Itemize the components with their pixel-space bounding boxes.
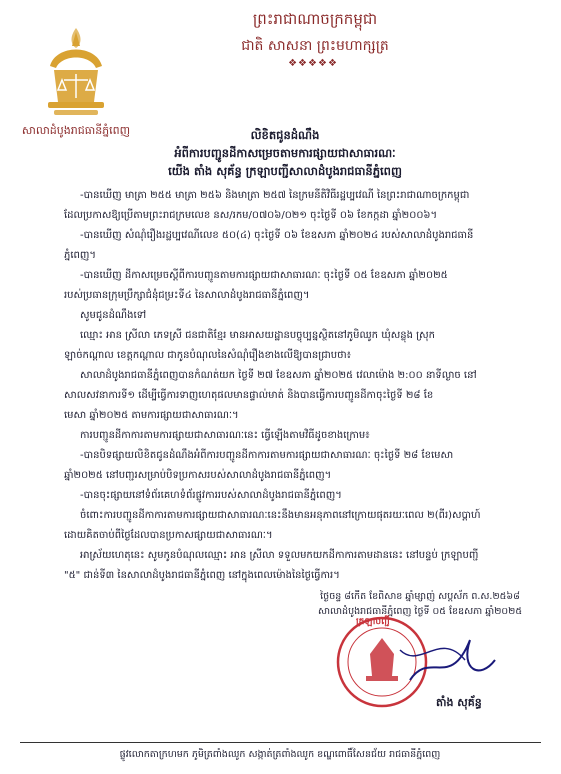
- body-line: ឡាច់កណ្តាល ខេត្តកណ្តាល ជាកូនបំណុលនៃសំណុំរឿងខាងលើឱ្យបានជ្រាបថា៖: [64, 350, 352, 361]
- body-line: មេសា ឆ្នាំ២០២៥ តាមការផ្សាយជាសាធារណៈ។: [64, 410, 239, 421]
- motto-heading: ជាតិ សាសនា ព្រះមហាក្សត្រ: [241, 38, 389, 54]
- body-line: "៥" ជាន់ទី៣ នៃសាលាដំបូងរាជធានីភ្នំពេញ នៅក្នុងពេលម៉ោងនៃថ្ងៃធ្វើការ។: [64, 570, 340, 581]
- document-body: [64, 186, 524, 586]
- body-line: ចំពោះការបញ្ជូនដីកាការតាមការផ្សាយជាសាធារណៈនេះនឹងមានអនុភាពនៅក្រោយផុតរយៈពេល ២(ពីរ)សប្តាហ៍: [80, 510, 481, 521]
- footer-address: ផ្លូវលោកតាក្រហមក ភូមិត្រពាំងឈូក សង្កាត់ត្រពាំងឈូក ខណ្ឌពោធិ៍សែនជ័យ រាជធានីភ្នំពេញ: [119, 749, 441, 760]
- court-name: សាលាដំបូងរាជធានីភ្នំពេញ: [21, 124, 131, 137]
- body-line: ឈ្មោះ អាន ស្រីលា ភេទស្រី ជនជាតិខ្មែរ មានអាសយដ្ឋានបច្ចុប្បន្នស្ថិតនៅភូមិឈូក ឃុំសន្លុង ស្រុក: [80, 330, 435, 341]
- kingdom-heading: ព្រះរាជាណាចក្រកម្ពុជា: [252, 10, 378, 28]
- body-line: ភ្នំពេញ។: [64, 250, 96, 261]
- body-line: -បានឃើញ មាត្រា ២៥៥ មាត្រា ២៥៦ និងមាត្រា ២៥៧ នៃក្រមនីតិវិធីរដ្ឋប្បវេណី នៃព្រះរាជាណាចក្រកម្ពុជា: [80, 190, 470, 201]
- body-line: ដែលប្រកាសឱ្យប្រើតាមព្រះរាជក្រមលេខ នស/រកម/០៧០៦/០២១ ចុះថ្ងៃទី ០៦ ខែកក្កដា ឆ្នាំ២០០៦។: [64, 210, 438, 221]
- court-stamp-icon: [300, 610, 500, 710]
- issuer-line: យើង តាំង សុគ័ន្ធ ក្រឡាបញ្ជីសាលាដំបូងរាជធានីភ្នំពេញ: [168, 164, 402, 178]
- body-line: ការបញ្ជូនដីកាការតាមការផ្សាយជាសាធារណៈនេះ ធ្វើឡើងតាមវិធីដូចខាងក្រោម៖: [80, 430, 370, 441]
- body-line: សាលសវនាការទី១ ដើម្បីធ្វើការទាញហេតុផលមានផ្ទាល់មាត់ និងបានធ្វើការបញ្ជូនដីកាចុះថ្ងៃទី ២៨ ខែ: [64, 390, 434, 401]
- footer-divider: [20, 742, 541, 743]
- body-line: -បានឃើញ ដីកាសម្រេចស្តីពីការបញ្ជូនតាមការផ្សាយជាសាធារណៈ ចុះថ្ងៃទី ០៥ ខែឧសភា ឆ្នាំ២០២៥: [80, 270, 448, 281]
- document-title: លិខិតជូនដំណឹង: [250, 128, 320, 142]
- body-line: សាលាដំបូងរាជធានីភ្នំពេញបានកំណត់យក ថ្ងៃទី ២៧ ខែឧសភា ឆ្នាំ២០២៥ វេលាម៉ោង ២:០០ នាទីល្ងាច នៅ: [80, 370, 477, 381]
- body-line: ដោយគិតចាប់ពីថ្ងៃដែលបានប្រកាសផ្សាយជាសាធារណៈ។: [64, 530, 273, 541]
- body-line: -បានឃើញ សំណុំរឿងរដ្ឋប្បវេណីលេខ ៥០(៤) ចុះថ្ងៃទី ០៦ ខែឧសភា ឆ្នាំ២០២៤ របស់សាលាដំបូងរាជធានី: [80, 230, 474, 241]
- header-ornament: ❖❖❖❖❖: [288, 58, 338, 69]
- body-line: របស់ប្រធានក្រុមប្រឹក្សាជំនុំជម្រះទី៤ នៃសាលាដំបូងរាជធានីភ្នំពេញ។: [64, 290, 310, 301]
- body-line: -បានបិទផ្សាយលិខិតជូនដំណឹងអំពីការបញ្ជូនដីកាការតាមការផ្សាយជាសាធារណៈ ចុះថ្ងៃទី ២៨ ខែមេសា: [80, 450, 454, 461]
- body-line: សូមជូនដំណឹងទៅ: [80, 310, 147, 321]
- document-subject: អំពីការបញ្ជូនដីកាសម្រេចតាមការផ្សាយជាសាធារណៈ: [174, 146, 396, 160]
- body-line: -បានចុះផ្សាយនៅទំព័រគេហទំព័រផ្លូវការរបស់សាលាដំបូងរាជធានីភ្នំពេញ។: [80, 490, 342, 501]
- lunar-date: ថ្ងៃចន្ទ ៨កើត ខែពិសាខ ឆ្នាំម្សាញ់ សប្តស័ក ព.ស.២៥៦៨: [320, 591, 520, 602]
- issue-date: សាលាដំបូងរាជធានីភ្នំពេញ ថ្ងៃទី ០៥ ខែឧសភា ឆ្នាំ២០២៥: [317, 606, 523, 617]
- body-line: អាស្រ័យហេតុនេះ សូមកូនបំណុលឈ្មោះ អាន ស្រីលា ទទួលមកយកដីកាការតាមដាននេះ នៅបន្ទប់ ក្រឡាបញ្ជី: [80, 550, 479, 561]
- body-line: ឆ្នាំ២០២៥ នៅបញ្ជរសម្រាប់បិទប្រកាសរបស់សាលាដំបូងរាជធានីភ្នំពេញ។: [64, 470, 332, 481]
- court-emblem-icon: [40, 26, 112, 122]
- signer-name: តាំង សុគ័ន្ធ: [436, 696, 482, 709]
- stamp-label: ក្រឡាបញ្ជី: [356, 617, 390, 627]
